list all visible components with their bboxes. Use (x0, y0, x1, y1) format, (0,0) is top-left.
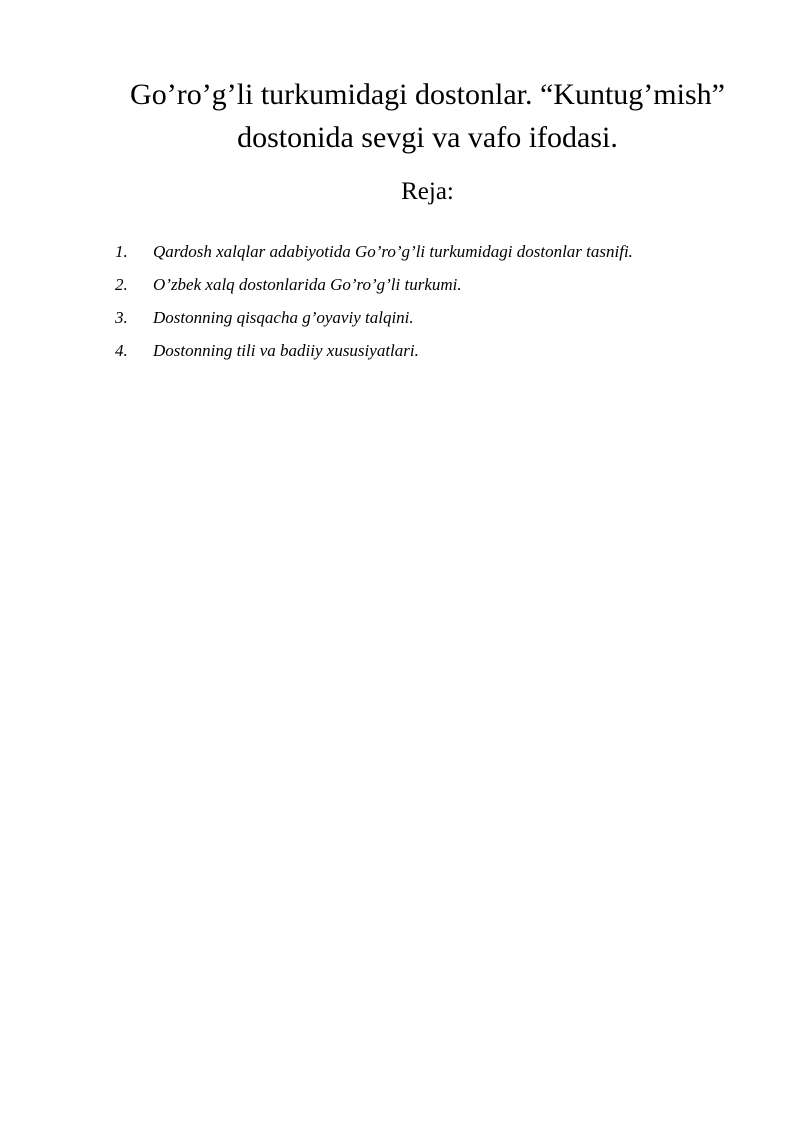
plan-item-number: 2. (115, 275, 128, 294)
plan-item-number: 3. (115, 308, 128, 327)
title-line-2: dostonida sevgi va vafo ifodasi. (237, 121, 618, 154)
plan-item-text: Dostonning tili va badiiy xususiyatlari. (153, 341, 419, 360)
plan-item-text: Dostonning qisqacha g’oyaviy talqini. (153, 308, 414, 327)
plan-item-text: Qardosh xalqlar adabiyotida Go’ro’g’li turkumidagi dostonlar tasnifi. (153, 242, 633, 261)
plan-item-text: O’zbek xalq dostonlarida Go’ro’g’li turkumi. (153, 275, 462, 294)
plan-item-number: 1. (115, 242, 128, 261)
title-line-1: Go’ro’g’li turkumidagi dostonlar. “Kuntug’mish” (130, 78, 725, 111)
plan-heading: Reja: (401, 178, 454, 205)
plan-item-number: 4. (115, 341, 128, 360)
document-title (110, 73, 745, 159)
